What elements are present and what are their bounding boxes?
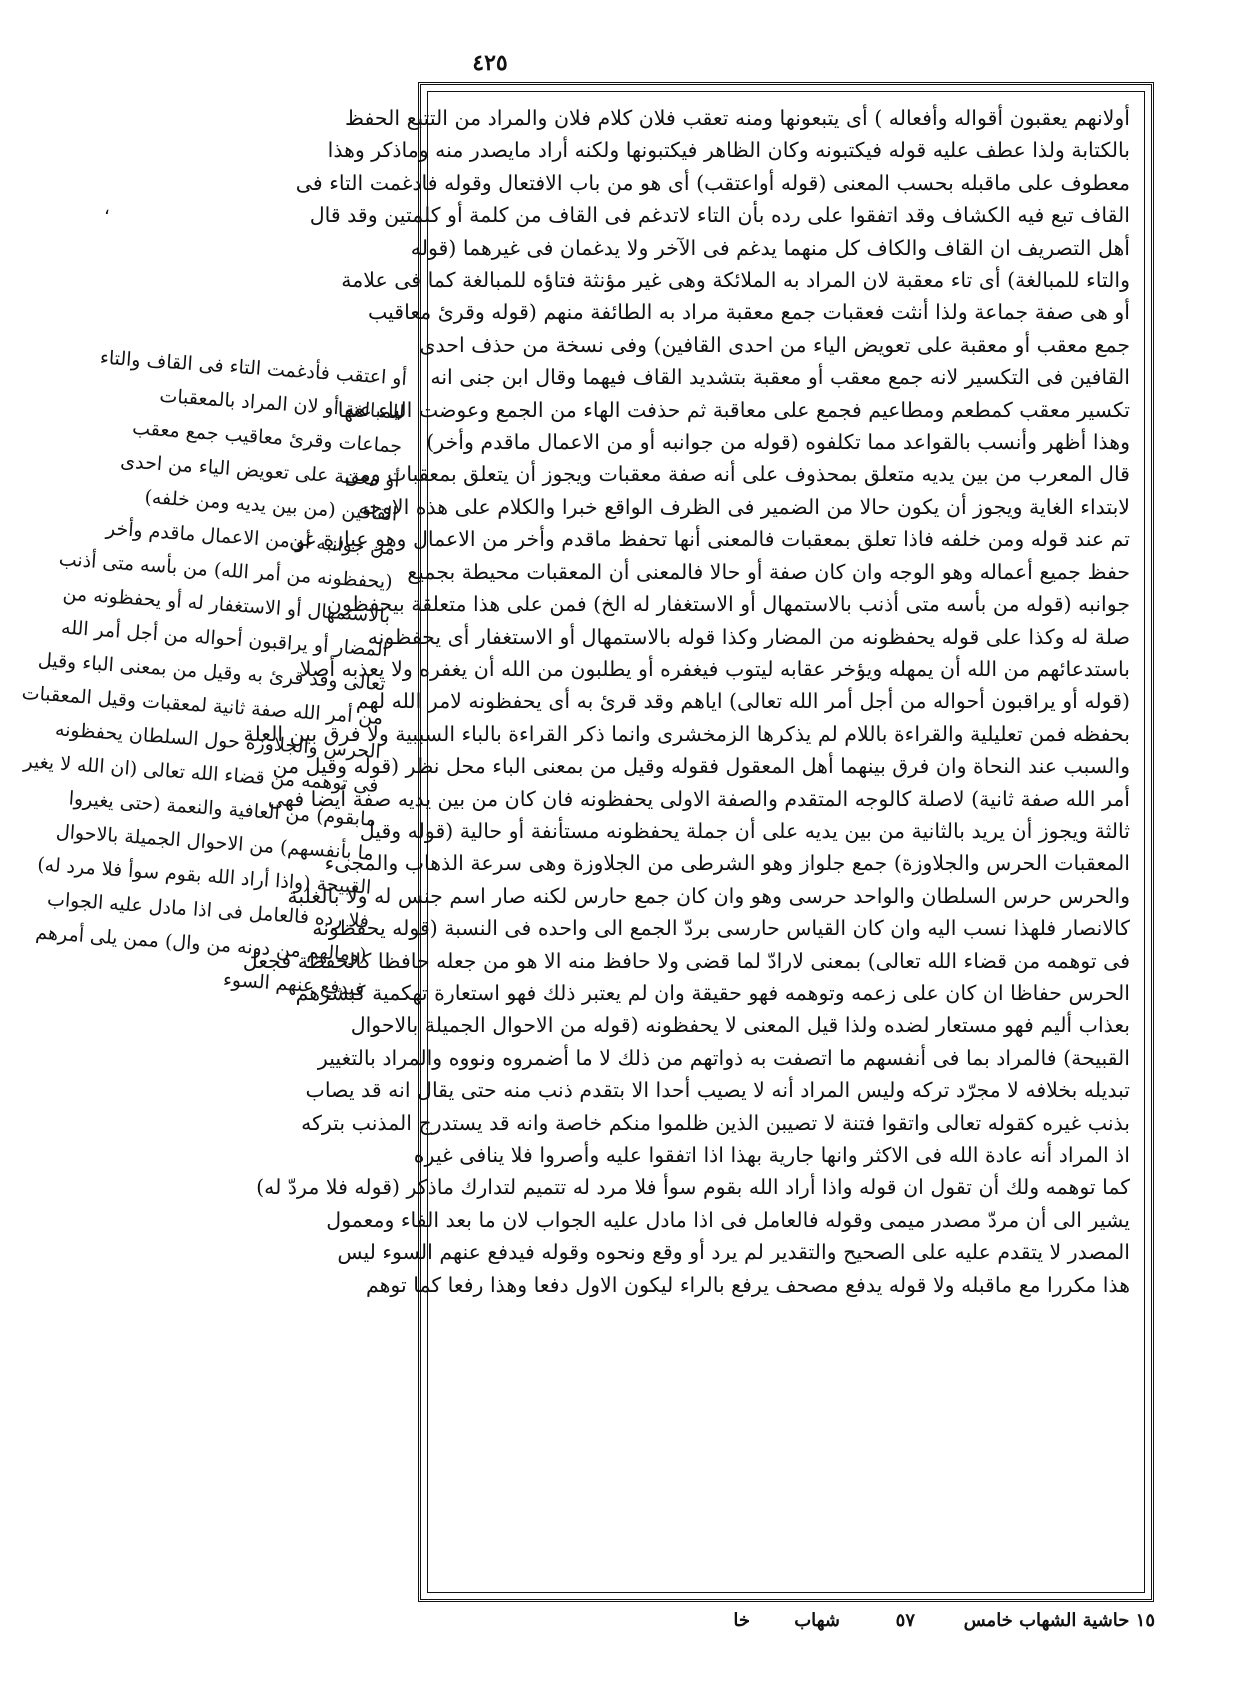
text-line: والتاء للمبالغة) أى تاء معقبة لان المراد به الملائكة وهى غير مؤنثة فتاؤه للمبالغة كما فى علامة <box>341 268 1130 293</box>
text-line: قال المعرب من بين يديه متعلق بمحذوف على أنه صفة معقبات ويجوز أن يتعلق بمعقبات ومن <box>344 462 1130 487</box>
margin-note-line: فيدفع عنهم السوء <box>222 968 365 1001</box>
margin-note-line: أو معقبة على تعويض الياء من احدى <box>119 450 401 492</box>
footer-signature: ١٥ حاشية الشهاب خامس <box>963 1610 1155 1631</box>
margin-note-line: (ومالهم من دونه من وال) ممن يلى أمرهم <box>34 921 368 967</box>
text-line: تبديله بخلافه لا مجرّد تركه وليس المراد أنه لا يصيب أحدا الا بتقدم ذنب منه حتى يقال انه قد يصاب <box>305 1078 1130 1103</box>
text-line: القاف تبع فيه الكشاف وقد اتفقوا على رده بأن التاء لاتدغم فى القاف من كلمة أو كلمتين وقد قال <box>309 203 1130 228</box>
margin-note-line: بالاستمهال أو الاستغفار له أو يحفظونه من <box>62 582 391 628</box>
text-line: جوانبه (قوله من بأسه متى أذنب بالاستمهال أو الاستغفار له الخ) فمن على هذا متعلقة بيحفظون <box>326 592 1130 617</box>
text-line: القبيحة) فالمراد بما فى أنفسهم ما اتصفت به ذواتهم من ذلك لا ما أضمروه ونووه والمراد بالتغيير <box>317 1045 1130 1070</box>
margin-note-line: من جوانبه أو من الاعمال ماقدم وأخر <box>105 517 396 560</box>
text-line: تم عند قوله ومن خلفه فاذا تعلق بمعقبات فالمعنى أنها تحفظ ماقدم وأخر من الاعمال وهو عبارة عن <box>288 527 1130 552</box>
text-line: والسبب عند النحاة وان فرق بينهما أهل المعقول فقوله وقيل من بمعنى الباء محل نظر (قوله وقيل من <box>272 754 1130 779</box>
margin-note-line: مابقوم) من العافية والنعمة (حتى يغيروا <box>68 787 377 831</box>
footer-page-number: ٥٧ <box>895 1610 915 1631</box>
text-line: تكسير معقب كمطعم ومطاعيم فجمع على معاقبة ثم حذفت الهاء من الجمع وعوضت الياء عنها <box>337 397 1130 422</box>
margin-note-line: أو اعتقب فأدغمت التاء فى القاف والتاء <box>99 346 408 390</box>
margin-note-line: فلا رده فالعامل فى اذا مادل عليه الجواب <box>46 888 370 933</box>
footer-word: شهاب <box>794 1610 840 1631</box>
text-line: القافين فى التكسير لانه جمع معقب أو معقبة بتشديد القاف فيهما وقال ابن جنى انه <box>430 365 1130 390</box>
text-line: (قوله أو يراقبون أحواله من أجل أمر الله تعالى) اياهم وقد قرئ به أى يحفظونه لامر الله لهم <box>355 689 1130 714</box>
text-line: المعقبات الحرس والجلاوزة) جمع جلواز وهو الشرطى من الجلاوزة وهى سرعة الذهاب والمجىء <box>324 851 1130 876</box>
margin-note-line: للمبالغة أو لان المراد بالمعقبات <box>158 384 406 424</box>
text-line: حفظ جميع أعماله وهو الوجه وان كان صفة أو حالا فالمعنى أن المعقبات محيطة بجميع <box>407 559 1130 584</box>
text-line: هذا مكررا مع ماقبله ولا قوله يدفع مصحف يرفع بالراء ليكون الاول دفعا وهذا رفعا كما توهم <box>365 1272 1130 1297</box>
text-line: بالكتابة ولذا عطف عليه قوله فيكتبونه وكان الظاهر فيكتبونها ولكنه أراد مايصدر منه وماذكر وهذا <box>327 138 1130 163</box>
text-line: وهذا أظهر وأنسب بالقواعد مما تكلفوه (قوله من جوانبه أو من الاعمال ماقدم وأخر) <box>426 430 1130 455</box>
margin-note-line: الحرس والجلاوزة حول السلطان يحفظونه <box>54 718 382 764</box>
text-line: يشير الى أن مردّ مصدر ميمى وقوله فالعامل فى اذا مادل عليه الجواب لان ما بعد الفاء ومعمول <box>326 1207 1130 1232</box>
text-line: المصدر لا يتقدم عليه على الصحيح والتقدير لم يرد أو وقع ونحوه وقوله فيدفع عنهم السوء ليس <box>337 1240 1130 1265</box>
text-line: الحرس حفاظا ان كان على زعمه وتوهمه فهو حقيقة وان لم يعتبر ذلك فهو استعارة تهكمية كبشرهم <box>295 980 1130 1005</box>
text-line: لابتداء الغاية ويجوز أن يكون حالا من الضمير فى الظرف الواقع خبرا والكلام على هذه الاوجه <box>358 494 1130 519</box>
footer-abbreviation: خا <box>733 1610 750 1631</box>
text-line: فى توهمه من قضاء الله تعالى) بمعنى لارادّ لما قضى ولا حافظ منه الا هو من جعله حافظا كالحفظة فجعل <box>242 948 1130 973</box>
stray-mark: ، <box>104 198 110 219</box>
margin-note-line: فى توهمه من قضاء الله تعالى (ان الله لا يغير <box>22 750 380 797</box>
margin-note-line: المضار أو يراقبون أحواله من أجل أمر الله <box>60 616 389 662</box>
page-number: ٤٢٥ <box>472 50 508 76</box>
text-line: ثالثة ويجوز أن يريد بالثانية من بين يديه على أن جملة يحفظونه مستأنفة أو حالية (قوله وقيل <box>359 818 1130 843</box>
margin-note-line: القبيحة (واذا أراد الله بقوم سوأ فلا مرد له) <box>36 853 373 899</box>
text-line: اذ المراد أنه عادة الله فى الاكثر وانها جارية بهذا اذا اتفقوا عليه وأصروا فلا ينافى غيره <box>413 1143 1130 1167</box>
text-line: صلة له وكذا على قوله يحفظونه من المضار وكذا قوله بالاستمهال أو الاستغفار أى يحفظونه <box>367 624 1130 649</box>
margin-note-line: القافين (من بين يديه ومن خلفه) <box>143 485 399 526</box>
text-line: جمع معقب أو معقبة على تعويض الياء من احدى القافين) وفى نسخة من حذف احدى <box>419 332 1130 357</box>
margin-note-line: ما بأنفسهم) من الاحوال الجميلة بالاحوال <box>55 820 375 865</box>
text-line: بحفظه فمن تعليلية والقراءة باللام لم يذكرها الزمخشرى وانما ذكر القراءة بالباء السببية ولا فرق بين العلة <box>243 721 1130 746</box>
text-line: أولانهم يعقبون أقواله وأفعاله ) أى يتبعونها ومنه تعقب فلان كلام فلان والمراد من التتبع الحفظ <box>345 106 1130 130</box>
text-line: أهل التصريف ان القاف والكاف كل منهما يدغم فى الآخر ولا يدغمان فى غيرهما (قوله <box>410 235 1130 260</box>
text-line: أمر الله صفة ثانية) لاصلة كالوجه المتقدم والصفة الاولى يحفظونه فان كان من بين يديه صفة أيضا فهى <box>267 786 1130 811</box>
margin-note-line: جماعات وقرئ معاقيب جمع معقب <box>131 416 403 458</box>
text-line: باستدعائهم من الله أن يمهله ويؤخر عقابه ليتوب فيغفره أو يطلبون من الله أن يغفره ولا يعذبه أصلا <box>299 656 1130 681</box>
text-line: أو هى صفة جماعة ولذا أنثت فعقبات جمع معقبة مراد به الطائفة منهم (قوله وقرئ معاقيب <box>367 300 1130 325</box>
text-line: كالانصار فلهذا نسب اليه وان كان القياس حارسى بردّ الجمع الى واحده فى النسبة (قوله يحفظونه <box>312 916 1130 941</box>
margin-note-line: (يحفظونه من أمر الله) من بأسه متى أذنب <box>58 548 394 594</box>
page-footer <box>425 1610 1155 1640</box>
text-line: بعذاب أليم فهو مستعار لضده ولذا قيل المعنى لا يحفظونه (قوله من الاحوال الجميلة بالاحوال <box>350 1013 1130 1038</box>
text-line: بذنب غيره كقوله تعالى واتقوا فتنة لا تصيبن الذين ظلموا منكم خاصة وانه قد يستدرج المذنب بتركه <box>301 1110 1130 1135</box>
margin-note-line: من أمر الله صفة ثانية لمعقبات وقيل المعقبات <box>21 681 384 730</box>
margin-note-line: تعالى وقد قرئ به وقيل من بمعنى الباء وقيل <box>37 648 387 696</box>
text-line: كما توهمه ولك أن تقول ان قوله واذا أراد الله بقوم سوأ فلا مرد له تتميم لتدارك ماذكر (قوله فلا مردّ له) <box>256 1175 1130 1200</box>
text-line: معطوف على ماقبله بحسب المعنى (قوله أواعتقب) أى هو من باب الافتعال وقوله فادغمت التاء فى <box>295 170 1130 195</box>
text-line: والحرس حرس السلطان والواحد حرسى وهو وان كان جمع حارس لكنه صار اسم جنس له ولا بالغلبة <box>287 883 1130 908</box>
